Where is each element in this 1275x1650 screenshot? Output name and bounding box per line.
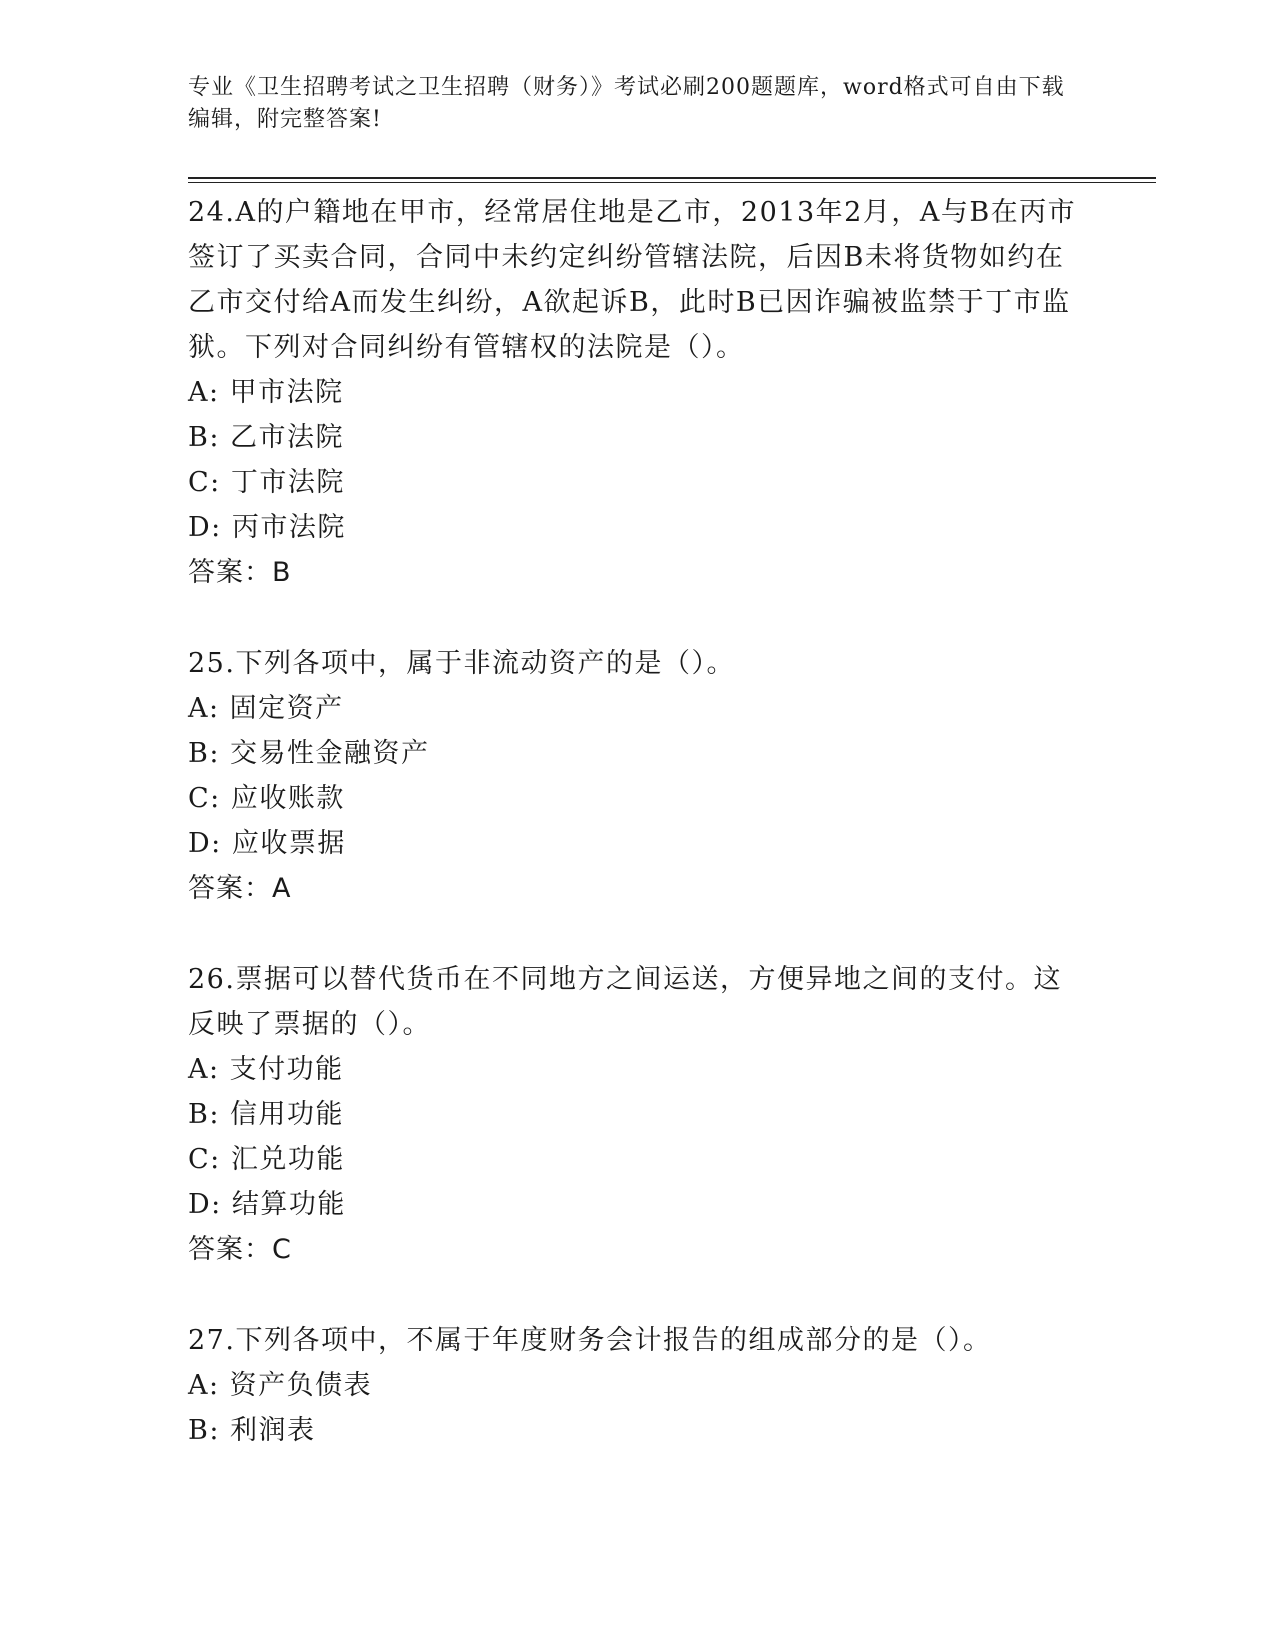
header-divider-thick [188, 177, 1156, 179]
option-a: A: 支付功能 [188, 1054, 344, 1085]
option-b: B: 乙市法院 [188, 422, 345, 453]
document-header: 专业《卫生招聘考试之卫生招聘（财务）》考试必刷200题题库，word格式可自由下载编辑，附完整答案! [188, 75, 1065, 132]
option-d: D: 结算功能 [188, 1189, 346, 1220]
question-24 [188, 190, 1088, 595]
answer-line: 答案：B [188, 557, 292, 588]
option-d: D: 丙市法院 [188, 512, 346, 543]
question-list [188, 190, 1088, 1499]
option-c: C: 应收账款 [188, 783, 345, 814]
question-stem: 24.A的户籍地在甲市，经常居住地是乙市，2013年2月，A与B在丙市签订了买卖合同，合同中未约定纠纷管辖法院，后因B未将货物如约在乙市交付给A而发生纠纷，A欲起诉B，此时B已因诈骗被监禁于丁市监狱。下列对合同纠纷有管辖权的法院是（）。 [188, 197, 1077, 363]
header-divider-thin [188, 182, 1156, 183]
option-c: C: 丁市法院 [188, 467, 345, 498]
option-a: A: 资产负债表 [188, 1370, 373, 1401]
question-25 [188, 641, 1088, 911]
option-b: B: 利润表 [188, 1415, 316, 1446]
question-stem: 27.下列各项中，不属于年度财务会计报告的组成部分的是（）。 [188, 1325, 992, 1356]
question-stem: 25.下列各项中，属于非流动资产的是（）。 [188, 648, 735, 679]
question-27 [188, 1318, 1088, 1453]
answer-line: 答案：A [188, 873, 292, 904]
answer-line: 答案：C [188, 1234, 292, 1265]
option-b: B: 交易性金融资产 [188, 738, 430, 769]
question-stem: 26.票据可以替代货币在不同地方之间运送，方便异地之间的支付。这反映了票据的（）。 [188, 964, 1062, 1040]
option-d: D: 应收票据 [188, 828, 346, 859]
question-26 [188, 957, 1088, 1272]
option-a: A: 固定资产 [188, 693, 344, 724]
option-b: B: 信用功能 [188, 1099, 345, 1130]
option-a: A: 甲市法院 [188, 377, 344, 408]
option-c: C: 汇兑功能 [188, 1144, 345, 1175]
